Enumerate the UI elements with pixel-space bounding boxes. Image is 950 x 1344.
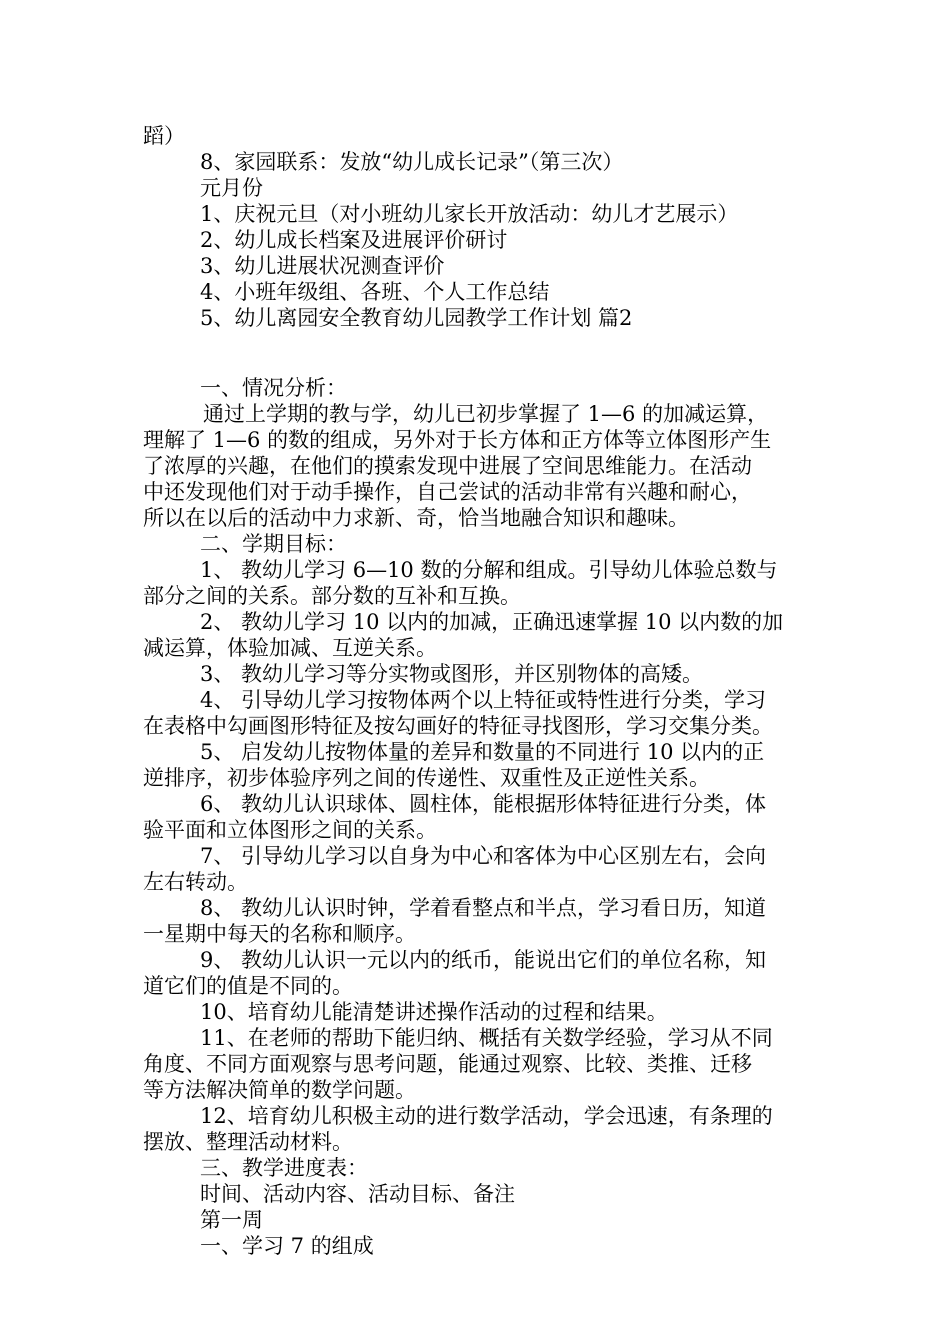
text-line: 元月份 (200, 176, 263, 200)
text-line: 1、 教幼儿学习 6—10 数的分解和组成。引导幼儿体验总数与 (200, 558, 778, 582)
text-line: 3、 教幼儿学习等分实物或图形，并区别物体的高矮。 (200, 662, 704, 686)
text-line: 了浓厚的兴趣，在他们的摸索发现中进展了空间思维能力。在活动 (143, 454, 752, 478)
text-line: 中还发现他们对于动手操作，自己尝试的活动非常有兴趣和耐心， (143, 480, 752, 504)
text-line: 2、 教幼儿学习 10 以内的加减，正确迅速掌握 10 以内数的加 (200, 610, 784, 634)
text-line: 6、 教幼儿认识球体、圆柱体，能根据形体特征进行分类，体 (200, 792, 767, 816)
text-line: 9、 教幼儿认识一元以内的纸币，能说出它们的单位名称，知 (200, 948, 767, 972)
text-line: 逆排序，初步体验序列之间的传递性、双重性及正逆性关系。 (143, 766, 710, 790)
section-heading: 一、情况分析： (200, 376, 347, 400)
text-line: 一、学习 7 的组成 (200, 1234, 374, 1258)
text-line: 3、幼儿进展状况测查评价 (200, 254, 445, 278)
text-line: 左右转动。 (143, 870, 248, 894)
text-line: 5、 启发幼儿按物体量的差异和数量的不同进行 10 以内的正 (200, 740, 765, 764)
text-line: 8、家园联系：发放“幼儿成长记录”（第三次） (200, 150, 624, 174)
section-heading: 三、教学进度表： (200, 1156, 368, 1180)
text-line: 在表格中勾画图形特征及按勾画好的特征寻找图形，学习交集分类。 (143, 714, 773, 738)
text-line: 第一周 (200, 1208, 263, 1232)
text-line: 11、在老师的帮助下能归纳、概括有关数学经验，学习从不同 (200, 1026, 773, 1050)
text-line: 12、培育幼儿积极主动的进行数学活动，学会迅速，有条理的 (200, 1104, 773, 1128)
text-line: 7、 引导幼儿学习以自身为中心和客体为中心区别左右，会向 (200, 844, 767, 868)
text-line: 一星期中每天的名称和顺序。 (143, 922, 416, 946)
text-line: 理解了 1—6 的数的组成，另外对于长方体和正方体等立体图形产生 (143, 428, 772, 452)
text-line: 道它们的值是不同的。 (143, 974, 353, 998)
text-line: 1、庆祝元旦（对小班幼儿家长开放活动：幼儿才艺展示） (200, 202, 739, 226)
text-line: 10、培育幼儿能清楚讲述操作活动的过程和结果。 (200, 1000, 668, 1024)
text-line: 部分之间的关系。部分数的互补和互换。 (143, 584, 521, 608)
text-line: 摆放、整理活动材料。 (143, 1130, 353, 1154)
text-line: 5、幼儿离园安全教育幼儿园教学工作计划 篇2 (200, 306, 633, 330)
text-line: 角度、不同方面观察与思考问题，能通过观察、比较、类推、迁移 (143, 1052, 752, 1076)
text-line: 2、幼儿成长档案及进展评价研讨 (200, 228, 508, 252)
text-line: 时间、活动内容、活动目标、备注 (200, 1182, 515, 1206)
text-line: 等方法解决简单的数学问题。 (143, 1078, 416, 1102)
text-line: 8、 教幼儿认识时钟，学着看整点和半点，学习看日历，知道 (200, 896, 767, 920)
section-heading: 二、学期目标： (200, 532, 347, 556)
text-line: 减运算，体验加减、互逆关系。 (143, 636, 437, 660)
text-line: 4、 引导幼儿学习按物体两个以上特征或特性进行分类，学习 (200, 688, 767, 712)
text-line: 4、小班年级组、各班、个人工作总结 (200, 280, 550, 304)
text-line: 蹈） (143, 124, 185, 148)
text-line: 验平面和立体图形之间的关系。 (143, 818, 437, 842)
text-line: 所以在以后的活动中力求新、奇，恰当地融合知识和趣味。 (143, 506, 689, 530)
text-line: 通过上学期的教与学，幼儿已初步掌握了 1—6 的加减运算， (203, 402, 769, 426)
